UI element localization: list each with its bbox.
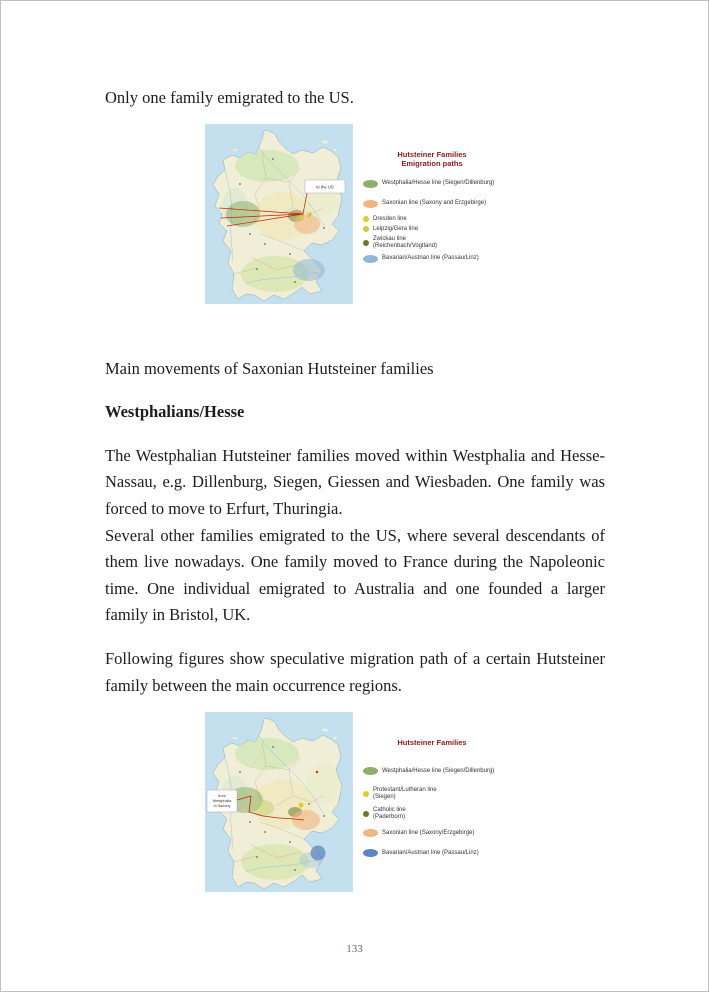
legend-label: Saxonian line (Saxony/Erzgebirge) <box>382 829 475 836</box>
protestant-dot <box>299 803 304 808</box>
olive-dot-marker <box>363 240 369 246</box>
yellow-dot-marker <box>363 226 369 232</box>
blue-ellipse-marker <box>363 255 378 263</box>
legend-label-line2: (Paderborn) <box>373 814 406 821</box>
legend-label-line1: Catholic line <box>373 807 406 814</box>
paragraph-body2: Several other families emigrated to the US, where several descendants of them live nowadays. One family moved to France during the Napoleonic time. One individual emigrated to Australia and one founded a larger family in Bristol, UK. <box>105 525 605 625</box>
legend-item-protestant <box>363 787 505 801</box>
legend-title: Hutsteiner Families <box>397 738 467 748</box>
legend-label-line2: (Siegen) <box>373 794 396 801</box>
legend-item-bavarian <box>363 849 505 857</box>
legend-label-line2: (Reichenbach/Vogtland) <box>373 242 438 249</box>
map-callout-text: to the US <box>316 184 334 190</box>
legend-label <box>373 807 406 821</box>
peach-ellipse-marker <box>363 829 378 837</box>
legend-title-line1: Hutsteiner Families <box>397 149 467 159</box>
legend-label: Bavarian/Austrian line (Passau/Linz) <box>382 849 479 856</box>
peach-ellipse-marker <box>363 200 378 208</box>
paragraph-intro: Only one family emigrated to the US. <box>105 88 354 107</box>
paragraph-following: Following figures show speculative migration path of a certain Hutsteiner family between the main occurrence regions. <box>105 648 605 695</box>
legend-label-line1: Protestant/Lutheran line <box>373 787 437 794</box>
green-ellipse-marker <box>363 767 378 775</box>
legend-item-dresden <box>363 216 505 223</box>
green-ellipse-marker <box>363 180 378 188</box>
legend-label: Westphalia/Hesse line (Siegen/Dillenburg) <box>382 767 495 774</box>
yellow-dot-marker <box>363 791 369 797</box>
legend-item-saxonian <box>363 829 505 837</box>
legend-label <box>373 236 437 250</box>
migration-map-figure <box>205 712 505 892</box>
section-heading: Westphalians/Hesse <box>105 402 245 422</box>
saxony-region-overlay <box>292 810 320 830</box>
leipzig-dot <box>308 212 312 216</box>
legend-item-westphalia <box>363 767 505 775</box>
legend-item-saxonian <box>363 200 505 208</box>
map2-legend <box>353 712 505 857</box>
legend-item-catholic <box>363 807 505 821</box>
legend-label-line1: Zwickau line <box>373 235 407 242</box>
legend-label: Dresden line <box>373 215 407 222</box>
legend-label: Bavarian/Austrian line (Passau/Linz) <box>382 255 479 262</box>
map-callout-text-line1: from <box>218 794 226 799</box>
yellow-dot-marker <box>363 216 369 222</box>
legend-title-line2: Emigration paths <box>401 158 463 168</box>
paragraph-movements: Main movements of Saxonian Hutsteiner families <box>105 358 434 378</box>
austrian-region-overlay <box>311 846 326 861</box>
legend-item-westphalia <box>363 180 505 188</box>
legend-label: Saxonian line (Saxony and Erzgebirge) <box>382 200 487 207</box>
saxony-region-overlay <box>294 214 320 234</box>
olive-dot-marker <box>363 811 369 817</box>
legend-item-bavarian <box>363 255 505 263</box>
map-callout-text-line2: Westphalia <box>212 799 232 804</box>
legend-item-zwickau <box>363 236 505 250</box>
legend-label: Westphalia/Hesse line (Siegen/Dillenburg) <box>382 180 495 187</box>
legend-label <box>373 787 437 801</box>
page-number: 133 <box>346 943 363 955</box>
dresden-dot <box>300 215 304 219</box>
germany-map-migration <box>205 712 353 892</box>
bavaria-region-overlay <box>293 259 325 281</box>
westphalia-region-overlay <box>226 201 260 227</box>
blue-ellipse-marker <box>363 849 378 857</box>
legend-label: Leipzig/Gera line <box>373 225 419 232</box>
map-callout-box <box>207 790 237 812</box>
map1-legend <box>353 124 505 263</box>
map-callout-text-line3: to Saxony <box>213 804 231 809</box>
germany-map-emigration <box>205 124 353 304</box>
emigration-map-figure <box>205 124 505 304</box>
paragraph-body1: The Westphalian Hutsteiner families moved within Westphalia and Hesse-Nassau, e.g. Dillenburg, Siegen, Giessen and Wiesbaden. One family was forced to move to Erfurt, Thuringia. <box>105 445 605 518</box>
legend-item-leipzig <box>363 226 505 233</box>
map-callout-box <box>305 180 345 193</box>
